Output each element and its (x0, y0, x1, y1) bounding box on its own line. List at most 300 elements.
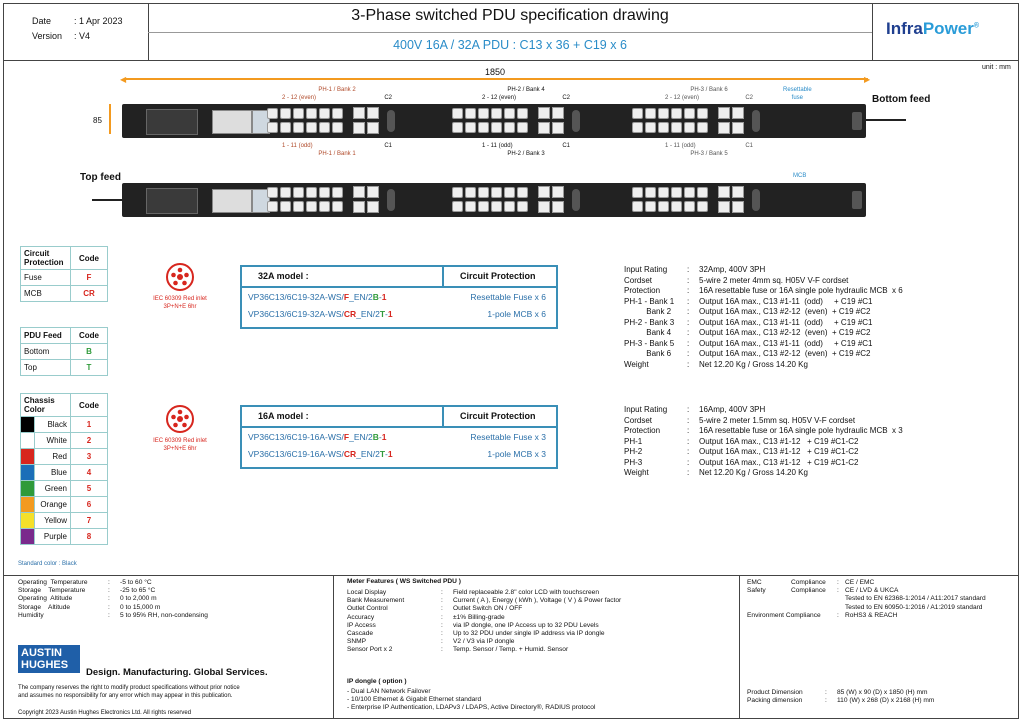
bank-label-line: PH-3 / Bank 6 (690, 87, 728, 93)
ip-dongle-title: IP dongle ( option ) (347, 678, 407, 685)
c13-outlet (267, 187, 278, 198)
bank-range: 2 - 12 (even) (482, 95, 517, 101)
color-code: 1 (71, 417, 108, 433)
color-code: 3 (71, 449, 108, 465)
footer-top-line (3, 575, 1019, 576)
end-cap (852, 191, 862, 209)
color-name: Purple (35, 529, 71, 545)
bank3-label (482, 142, 570, 158)
inlet-line: IEC 60309 Red inlet (153, 296, 207, 302)
dongle-item: - Dual LAN Network Failover (347, 688, 431, 695)
spec-row (624, 349, 903, 360)
meter-key: SNMP (347, 638, 367, 646)
c19-label: C2 (745, 95, 753, 101)
iec-inlet-32a-icon (165, 262, 195, 292)
env-colon: : (108, 595, 110, 603)
protection-value: 1-pole MCB x 3 (487, 449, 546, 459)
code-protection: F (343, 432, 350, 442)
c13-outlet (280, 108, 291, 119)
protection-title: Circuit Protection (460, 271, 536, 281)
code-sep: _EN/2 (356, 449, 380, 459)
height-dimension-line (109, 104, 111, 134)
meter-row (347, 646, 621, 654)
dimension-list (747, 689, 934, 705)
c13-outlet (697, 187, 708, 198)
spec-colon: : (687, 307, 690, 316)
color-swatch (21, 481, 35, 497)
spec-value: 5-wire 2 meter 4mm sq. H05V V-F cordset (699, 275, 849, 285)
c19-outlet (718, 186, 730, 198)
c13-outlet (632, 187, 643, 198)
c19-outlet (732, 186, 744, 198)
c19-outlet (538, 201, 550, 213)
footer-divider (333, 575, 334, 719)
spec-value: Net 12.20 Kg / Gross 14.20 Kg (699, 468, 808, 477)
compliance-value: RoHS3 & REACH (845, 611, 898, 619)
c13-outlet (293, 201, 304, 212)
bank1-label (282, 142, 392, 158)
c19-outlet (732, 107, 744, 119)
disclaimer-line: and assumes no responsibility for any error which may appear in this publication. (18, 693, 233, 699)
spec-value: 32Amp, 400V 3PH (699, 265, 766, 274)
code-sep: _EN/2 (349, 432, 373, 442)
color-name: Green (35, 481, 71, 497)
bank-label-line: PH-3 / Bank 5 (690, 151, 728, 157)
c13-outlet (319, 122, 330, 133)
color-code: 5 (71, 481, 108, 497)
spec-colon: : (687, 405, 690, 414)
meter-colon: : (441, 597, 443, 605)
meter-value: V2 / V3 via IP dongle (453, 638, 515, 646)
c13-outlet (306, 108, 317, 119)
logo-infra: Infra (886, 19, 923, 38)
table-header: PDU Feed (21, 328, 71, 344)
mcb-label: MCB (793, 173, 807, 179)
dimension-colon: : (825, 689, 827, 696)
spec-colon: : (687, 328, 690, 337)
spec-value: Output 16A max., C13 #1-12 + C19 #C1-C2 (699, 436, 859, 446)
c13-outlet (319, 108, 330, 119)
compliance-area: Environment Compliance (747, 611, 821, 619)
meter-key: Accuracy (347, 613, 375, 621)
c19-outlet (353, 122, 365, 134)
c13-outlet (645, 187, 656, 198)
spec-16a-list (624, 405, 903, 479)
c13-outlet (632, 122, 643, 133)
env-key: Operating Temperature (18, 579, 88, 586)
bank-range: 1 - 11 (odd) (665, 143, 696, 149)
code-color: 1 (381, 432, 387, 442)
c13-outlet (293, 187, 304, 198)
c13-outlet (319, 201, 330, 212)
bank-range: 1 - 11 (odd) (482, 143, 513, 149)
meter-colon: : (441, 613, 443, 621)
c19-outlet (367, 122, 379, 134)
spec-colon: : (687, 286, 690, 295)
spec-32a-list (624, 265, 903, 370)
spec-key: Input Rating (624, 405, 668, 414)
spec-key: PH-1 (624, 436, 643, 446)
compliance-label: Compliance (791, 587, 826, 595)
spec-value: Output 16A max., C13 #1-12 + C19 #C1-C2 (699, 447, 859, 456)
spec-row (624, 265, 903, 276)
pdu-top-feed-drawing (122, 183, 866, 217)
logo-hughes: HUGHES (21, 659, 69, 671)
inlet-16a-caption (150, 437, 210, 453)
env-value: -25 to 65 °C (120, 587, 156, 595)
box-divider (242, 286, 556, 288)
c13-outlet (332, 122, 343, 133)
dimension-row (747, 689, 934, 697)
table-cell: MCB (21, 286, 71, 302)
inlet-32a-caption (150, 295, 210, 311)
env-colon: : (108, 579, 110, 586)
table-cell: B (71, 344, 108, 360)
spec-value: 16Amp, 400V 3PH (699, 405, 766, 414)
bank-label-line: PH-2 / Bank 3 (507, 151, 545, 157)
compliance-value: Tested to EN 60950-1:2016 / A1:2019 standard (845, 603, 983, 611)
meter-row (347, 589, 621, 597)
spec-row (624, 276, 903, 287)
meter-value: Outlet Switch ON / OFF (453, 605, 523, 613)
c13-outlet (465, 187, 476, 198)
logo-austin: AUSTIN (21, 647, 62, 659)
table-row (21, 481, 108, 497)
lcd-display (212, 189, 252, 213)
c19-label: C1 (384, 143, 392, 149)
spec-colon: : (687, 468, 690, 477)
c19-outlet (367, 186, 379, 198)
c13-outlet (280, 122, 291, 133)
disclaimer-line: The company reserves the right to modify product specifications without prior notice (18, 685, 240, 691)
meter-panel (146, 188, 198, 214)
model-code (248, 309, 393, 319)
code-feed: B (372, 292, 379, 302)
pdu-bottom-feed-drawing (122, 104, 866, 138)
compliance-area (747, 604, 791, 612)
c13-outlet (306, 201, 317, 212)
meter-features-title: Meter Features ( WS Switched PDU ) (347, 578, 461, 585)
table-row (21, 433, 108, 449)
c19-outlet (718, 201, 730, 213)
code-protection: CR (343, 309, 357, 319)
footer-divider (739, 575, 740, 719)
spec-row (624, 318, 903, 329)
spec-row (624, 468, 903, 479)
spec-colon: : (687, 275, 690, 285)
width-dimension: 1850 (485, 67, 506, 77)
code-dash: - (385, 309, 388, 319)
table-row (21, 513, 108, 529)
c13-outlet (517, 108, 528, 119)
c19-outlet (732, 122, 744, 134)
spec-value: Output 16A max., C13 #1-11 (odd) + C19 #C1 (699, 338, 873, 348)
table-header: Chassis Color (21, 394, 71, 417)
c13-outlet (671, 187, 682, 198)
meter-value: ±1% Billing-grade (453, 613, 505, 621)
compliance-row (747, 595, 986, 603)
env-row (18, 579, 208, 587)
protection-title: Circuit Protection (460, 411, 536, 421)
top-feed-label: Top feed (80, 172, 121, 183)
spec-row (624, 447, 903, 458)
code-feed: B (372, 432, 379, 442)
env-value: 5 to 95% RH, non-condensing (120, 611, 208, 619)
inlet-line: IEC 60309 Red inlet (153, 438, 207, 444)
fuse-text: fuse (791, 95, 804, 101)
code-prefix: VP36C13/6C19-16A-WS/ (248, 449, 344, 459)
spec-row (624, 328, 903, 339)
c13-outlet (504, 187, 515, 198)
code-color: 1 (387, 309, 393, 319)
color-name: Yellow (35, 513, 71, 529)
model-16a-box (240, 405, 558, 469)
breaker-icon (752, 189, 760, 211)
spec-row (624, 339, 903, 350)
spec-value: Output 16A max., C13 #1-11 (odd) + C19 #C1 (699, 296, 873, 306)
circuit-protection-table (20, 246, 108, 302)
color-name: Blue (35, 465, 71, 481)
c19-outlet (552, 122, 564, 134)
c13-outlet (517, 122, 528, 133)
c13-outlet (517, 201, 528, 212)
meter-key: IP Access (347, 621, 376, 629)
c13-outlet (671, 122, 682, 133)
table-header: Code (71, 394, 108, 417)
meter-key: Outlet Control (347, 605, 388, 613)
spec-key: PH-3 (624, 457, 643, 467)
code-feed: T (379, 309, 386, 319)
c13-outlet (697, 108, 708, 119)
bank-label-line: PH-1 / Bank 2 (318, 87, 356, 93)
c13-outlet (517, 187, 528, 198)
table-header: Code (71, 328, 108, 344)
standard-color-note: Standard color : Black (18, 561, 77, 567)
spec-value: Output 16A max., C13 #2-12 (even) + C19 #C2 (699, 307, 871, 316)
c19-outlet (367, 107, 379, 119)
meter-row (347, 597, 621, 605)
color-code: 4 (71, 465, 108, 481)
brand-tagline: Design. Manufacturing. Global Services. (86, 667, 268, 678)
c13-outlet (306, 187, 317, 198)
env-value: 0 to 15,000 m (120, 603, 161, 611)
c13-outlet (452, 108, 463, 119)
table-cell: CR (71, 286, 108, 302)
code-protection: F (343, 292, 350, 302)
c13-outlet (267, 201, 278, 212)
date-label: Date (32, 16, 52, 26)
resettable-text: Resettable (783, 87, 812, 93)
c19-outlet (353, 107, 365, 119)
color-swatch (21, 465, 35, 481)
power-cord (92, 199, 122, 201)
spec-key: PH-2 (624, 447, 643, 456)
lcd-display (212, 110, 252, 134)
meter-value: Up to 32 PDU under single IP address via IP dongle (453, 630, 605, 638)
color-swatch (21, 433, 35, 449)
spec-row (624, 426, 903, 437)
pdu-feed-table (20, 327, 108, 376)
c13-outlet (280, 187, 291, 198)
spec-colon: : (687, 265, 690, 274)
code-dash: - (385, 449, 388, 459)
code-sep: _EN/2 (349, 292, 373, 302)
compliance-colon: : (837, 587, 839, 595)
compliance-label (791, 604, 837, 612)
c13-outlet (465, 108, 476, 119)
compliance-row (747, 579, 986, 587)
spec-colon: : (687, 415, 690, 425)
compliance-row (747, 587, 986, 595)
compliance-label (791, 595, 837, 603)
spec-value: Output 16A max., C13 #2-12 (even) + C19 #C2 (699, 349, 871, 358)
meter-key: Sensor Port x 2 (347, 646, 393, 654)
c13-outlet (645, 108, 656, 119)
c13-outlet (671, 201, 682, 212)
bank4-label (482, 86, 570, 102)
color-swatch (21, 449, 35, 465)
c13-outlet (293, 108, 304, 119)
c13-outlet (658, 187, 669, 198)
logo-power: Power (922, 19, 974, 38)
c13-outlet (632, 108, 643, 119)
spec-key: Cordset (624, 275, 653, 285)
table-cell: Top (21, 360, 71, 376)
c19-outlet (718, 122, 730, 134)
c13-outlet (267, 108, 278, 119)
compliance-label: Compliance (791, 579, 826, 586)
c13-outlet (632, 201, 643, 212)
compliance-row (747, 612, 986, 620)
spec-colon: : (687, 338, 690, 348)
meter-value: via IP dongle, one IP Access up to 32 PDU Levels (453, 621, 599, 629)
spec-colon: : (687, 359, 690, 369)
c13-outlet (465, 201, 476, 212)
arrow-right-icon: ▶ (864, 75, 871, 84)
table-row (21, 497, 108, 513)
inlet-line: 3P+N+E 6hr (163, 304, 197, 310)
c19-label: C2 (562, 95, 570, 101)
c19-outlet (552, 186, 564, 198)
color-name: Black (35, 417, 71, 433)
c19-outlet (353, 186, 365, 198)
compliance-row (747, 604, 986, 612)
table-row (21, 529, 108, 545)
color-swatch (21, 417, 35, 433)
c13-outlet (658, 108, 669, 119)
meter-key: Cascade (347, 630, 374, 638)
meter-colon: : (441, 589, 443, 596)
env-colon: : (108, 587, 110, 595)
dimension-key: Packing dimension (747, 697, 803, 705)
code-sep: _EN/2 (356, 309, 380, 319)
code-color: 1 (381, 292, 387, 302)
c13-outlet (332, 201, 343, 212)
c19-outlet (552, 107, 564, 119)
c13-outlet (478, 122, 489, 133)
bank-label-line: PH-2 / Bank 4 (507, 87, 545, 93)
c13-outlet (478, 187, 489, 198)
meter-colon: : (441, 605, 443, 613)
spec-key: Input Rating (624, 265, 668, 274)
c19-outlet (538, 186, 550, 198)
c13-outlet (491, 108, 502, 119)
spec-key: Bank 6 (624, 349, 672, 358)
c13-outlet (452, 187, 463, 198)
spec-row (624, 437, 903, 448)
spec-key: PH-2 - Bank 3 (624, 317, 675, 327)
spec-value: Output 16A max., C13 #2-12 (even) + C19 #C2 (699, 328, 871, 337)
c13-outlet (684, 122, 695, 133)
spec-row (624, 307, 903, 318)
spec-row (624, 458, 903, 469)
model-32a-box (240, 265, 558, 329)
c19-outlet (552, 201, 564, 213)
bank-label-line: PH-1 / Bank 1 (318, 151, 356, 157)
box-divider (442, 267, 444, 286)
resettable-fuse-label (783, 86, 812, 102)
spec-key: Protection (624, 286, 661, 295)
compliance-value: CE / LVD & UKCA (845, 587, 899, 595)
compliance-area (747, 595, 791, 603)
table-header: Code (71, 247, 108, 270)
env-row (18, 595, 208, 603)
meter-panel (146, 109, 198, 135)
meter-row (347, 622, 621, 630)
color-swatch (21, 513, 35, 529)
c19-outlet (353, 201, 365, 213)
meter-features-list (347, 589, 621, 655)
logo-registered: ® (973, 22, 980, 30)
c13-outlet (684, 201, 695, 212)
c13-outlet (658, 201, 669, 212)
spec-row (624, 405, 903, 416)
c13-outlet (319, 187, 330, 198)
table-cell: Bottom (21, 344, 71, 360)
c13-outlet (293, 122, 304, 133)
c13-outlet (452, 201, 463, 212)
c13-outlet (280, 201, 291, 212)
bank-range: 2 - 12 (even) (665, 95, 700, 101)
spec-colon: : (687, 296, 690, 306)
color-code: 2 (71, 433, 108, 449)
end-cap (852, 112, 862, 130)
code-prefix: VP36C13/6C19-32A-WS/ (248, 309, 344, 319)
env-colon: : (108, 603, 110, 611)
meter-value: Field replaceable 2.8" color LCD with touchscreen (453, 589, 600, 596)
spec-row (624, 297, 903, 308)
spec-key: Protection (624, 426, 661, 435)
c13-outlet (332, 108, 343, 119)
meter-row (347, 638, 621, 646)
model-32a-title: 32A model : (258, 271, 309, 281)
c13-outlet (684, 187, 695, 198)
c13-outlet (697, 122, 708, 133)
env-value: -5 to 60 °C (120, 579, 152, 586)
page-subtitle: 400V 16A / 32A PDU : C13 x 36 + C19 x 6 (393, 38, 627, 52)
code-protection: CR (343, 449, 357, 459)
c13-outlet (452, 122, 463, 133)
infrapower-logo (886, 19, 979, 39)
c13-outlet (671, 108, 682, 119)
c19-outlet (538, 122, 550, 134)
spec-colon: : (687, 426, 690, 435)
meter-colon: : (441, 630, 443, 638)
title-divider (148, 32, 872, 33)
c19-label: C1 (562, 143, 570, 149)
bank2-label (282, 86, 392, 102)
compliance-label (791, 612, 837, 620)
